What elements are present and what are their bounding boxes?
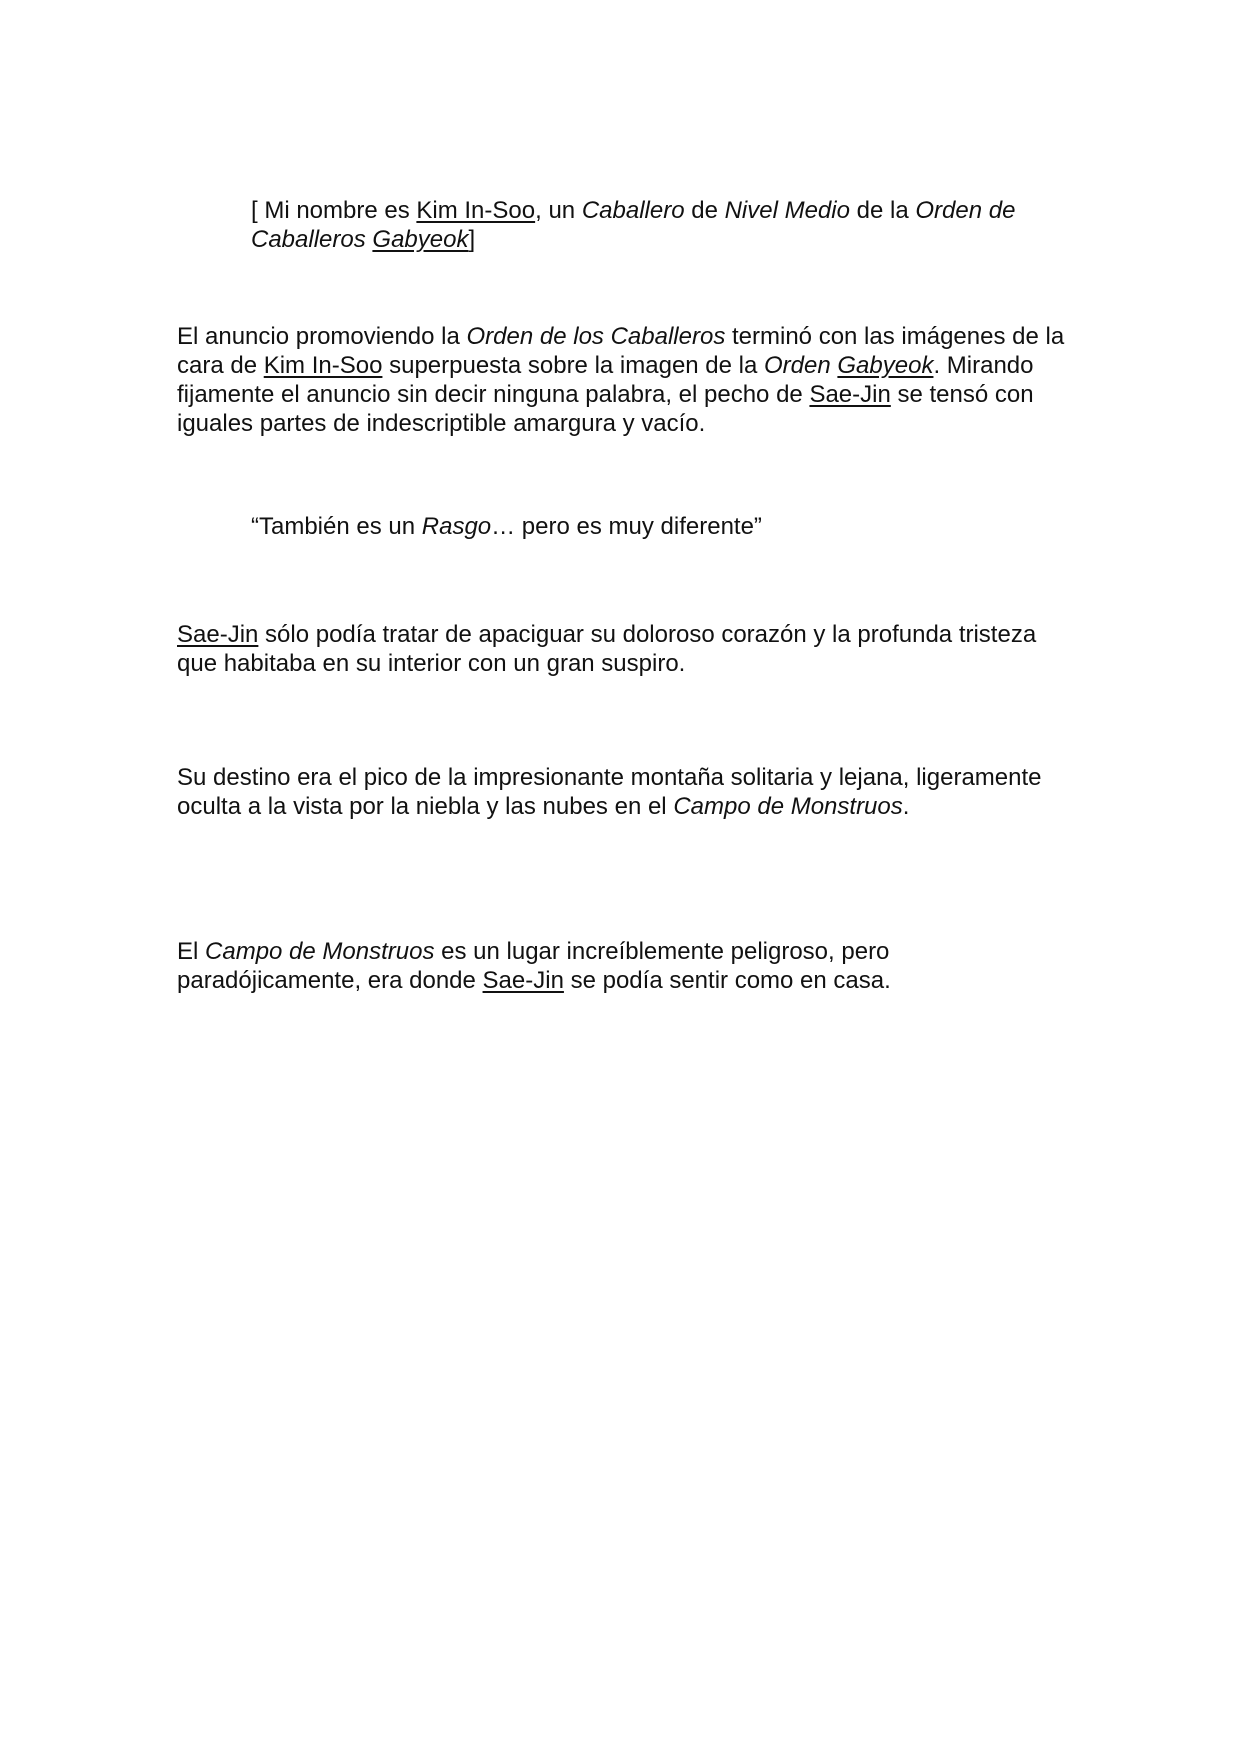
character-name: Sae-Jin — [809, 381, 891, 408]
text-run: ] — [468, 226, 476, 253]
order-term: Orden de los Caballeros — [466, 323, 726, 350]
paragraph-announcement — [177, 322, 1077, 438]
level-term: Nivel Medio — [724, 197, 850, 224]
text-run: se tensó con iguales partes de indescriptible amargura y vacío. — [177, 381, 1034, 437]
text-run: de la — [849, 197, 916, 224]
text-run: “También es un — [251, 513, 422, 540]
quote-line — [251, 512, 1081, 541]
text-run: El anuncio promoviendo la — [177, 323, 467, 350]
place-term: Campo de Monstruos — [673, 793, 903, 820]
character-name: Sae-Jin — [177, 621, 259, 648]
intro-bracket-line — [251, 196, 1081, 254]
text-run: se podía sentir como en casa. — [563, 967, 891, 994]
text-run: . Mirando fijamente el anuncio sin decir ninguna palabra, el pecho de — [177, 352, 1034, 408]
order-term: Orden de Caballeros — [251, 197, 1016, 253]
text-run: es un lugar increíblemente peligroso, pero paradójicamente, era donde — [177, 938, 890, 994]
text-run: superpuesta sobre la imagen de la — [382, 352, 765, 379]
order-term: Orden — [764, 352, 831, 379]
text-run: sólo podía tratar de apaciguar su doloroso corazón y la profunda tristeza que habitaba en su interior con un gran suspiro. — [177, 621, 1037, 677]
text-run: de — [684, 197, 725, 224]
text-run: terminó con las imágenes de la cara de — [177, 323, 1065, 379]
text-run: … pero es muy diferente” — [491, 513, 762, 540]
text-run: [ Mi nombre es — [251, 197, 417, 224]
order-name: Gabyeok — [372, 226, 469, 253]
text-run: El — [177, 938, 206, 965]
character-name: Kim In-Soo — [263, 352, 383, 379]
character-name: Sae-Jin — [482, 967, 564, 994]
place-term: Campo de Monstruos — [205, 938, 435, 965]
text-run: Su destino era el pico de la impresionante montaña solitaria y lejana, ligeramente oculta a la vista por la niebla y las nubes en el — [177, 764, 1042, 820]
trait-term: Rasgo — [421, 513, 492, 540]
text-run: . — [902, 793, 910, 820]
paragraph-monster-field — [177, 937, 1077, 995]
paragraph-destination — [177, 763, 1077, 821]
order-name: Gabyeok — [837, 352, 934, 379]
text-run: , un — [535, 197, 582, 224]
paragraph-sigh — [177, 620, 1077, 678]
rank-term: Caballero — [581, 197, 685, 224]
character-name: Kim In-Soo — [416, 197, 536, 224]
